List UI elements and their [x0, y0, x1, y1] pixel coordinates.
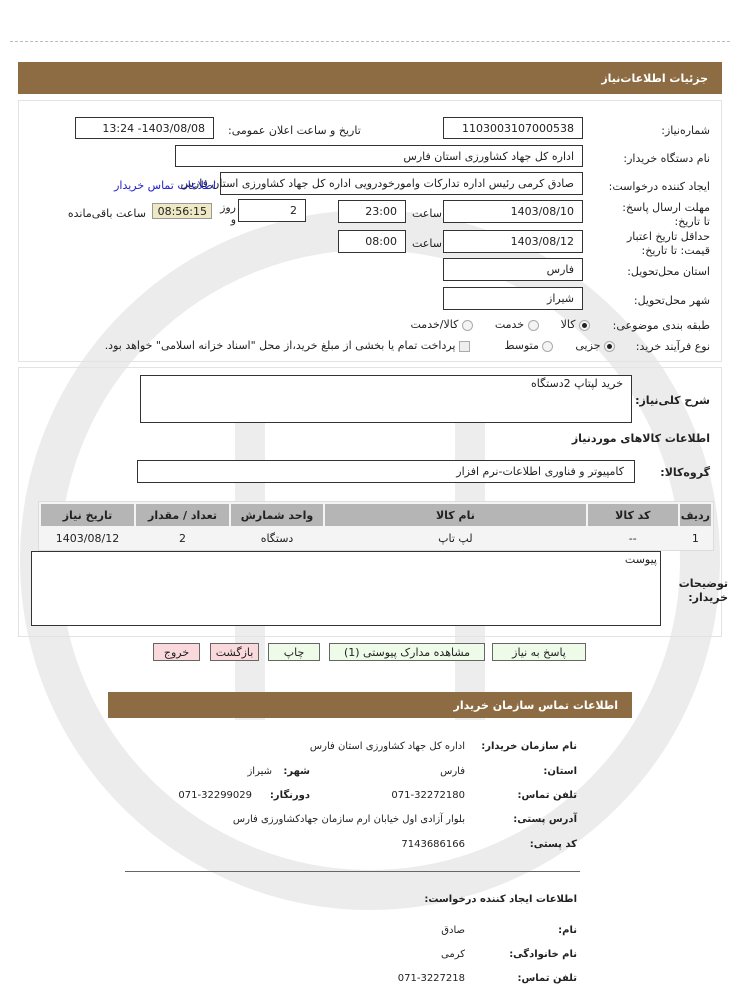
creator-phone-value: 071-3227218 — [397, 973, 465, 984]
creator-phone-label: تلفن تماس: — [517, 973, 577, 984]
province-label: استان محل‌تحویل: — [627, 265, 710, 278]
buyer-label: نام دستگاه خریدار: — [623, 152, 710, 165]
page-header — [18, 62, 722, 94]
phone-label: تلفن تماس: — [517, 790, 577, 801]
category-option-both[interactable]: کالا/خدمت — [411, 318, 473, 331]
deadline-date-field: 1403/08/10 — [443, 200, 583, 223]
back-button[interactable]: بازگشت — [210, 643, 259, 661]
days-remaining-field: 2 — [238, 199, 306, 222]
page-title: جزئیات اطلاعات‌نیاز — [601, 71, 708, 85]
divider — [10, 41, 730, 42]
announce-label: تاریخ و ساعت اعلان عمومی: — [228, 124, 361, 137]
validity-date-field: 1403/08/12 — [443, 230, 583, 253]
radio-service[interactable] — [528, 320, 539, 331]
fax-label: دورنگار: — [269, 790, 310, 801]
announce-field: 1403/08/08- 13:24 — [75, 117, 214, 139]
cell-date: 1403/08/12 — [55, 531, 120, 545]
table-header-row — [41, 504, 711, 526]
process-option-medium[interactable]: متوسط — [504, 339, 553, 352]
notes-field: پیوست — [31, 551, 661, 626]
process-option-partial[interactable]: جزیی — [575, 339, 615, 352]
col-unit: واحد شمارش — [231, 504, 323, 526]
family-value: کرمی — [441, 949, 465, 960]
province-contact-value: فارس — [440, 766, 465, 777]
treasury-checkbox-row[interactable]: پرداخت تمام یا بخشی از مبلغ خرید،از محل "اسناد خزانه اسلامی" خواهد بود. — [105, 339, 470, 352]
radio-goods[interactable] — [579, 320, 590, 331]
remaining-label: ساعت باقی‌مانده — [67, 207, 146, 220]
province-field: فارس — [443, 258, 583, 281]
creator-heading: اطلاعات ایجاد کننده درخواست: — [424, 894, 577, 905]
need-number-label: شماره‌نیاز: — [661, 124, 710, 137]
contact-divider — [125, 871, 580, 872]
exit-button[interactable]: خروج — [153, 643, 200, 661]
city-contact-label: شهر: — [283, 766, 310, 777]
remaining-time-field: 08:56:15 — [152, 203, 212, 219]
goods-table-wrapper — [38, 501, 714, 551]
treasury-checkbox[interactable] — [459, 341, 470, 352]
print-button[interactable]: چاپ — [268, 643, 320, 661]
deadline-time-field: 23:00 — [338, 200, 406, 223]
buyer-field: اداره کل جهاد کشاورزی استان فارس — [175, 145, 583, 167]
radio-both[interactable] — [462, 320, 473, 331]
notes-label: توضیحات خریدار: — [678, 577, 728, 604]
province-contact-label: استان: — [543, 766, 577, 777]
category-option-service[interactable]: خدمت — [495, 318, 539, 331]
description-label: شرح کلی‌نیاز: — [635, 394, 710, 407]
phone-value: 071-32272180 — [391, 790, 465, 801]
process-label: نوع فرآیند خرید: — [635, 340, 710, 353]
radio-partial[interactable] — [604, 341, 615, 352]
cell-name: لپ تاپ — [438, 531, 473, 545]
radio-medium[interactable] — [542, 341, 553, 352]
goods-heading: اطلاعات کالاهای موردنیاز — [571, 432, 710, 445]
contact-header — [108, 692, 632, 718]
validity-time-field: 08:00 — [338, 230, 406, 253]
group-label: گروه‌کالا: — [660, 466, 710, 479]
city-label: شهر محل‌تحویل: — [633, 294, 710, 307]
group-field: کامپیوتر و فناوری اطلاعات-نرم افزار — [137, 460, 635, 483]
reply-button[interactable]: پاسخ به نیاز — [492, 643, 586, 661]
family-label: نام خانوادگی: — [509, 949, 577, 960]
table-row — [41, 528, 711, 548]
deadline-time-label: ساعت — [412, 207, 442, 220]
col-qty: تعداد / مقدار — [136, 504, 229, 526]
validity-label: حداقل تاریخ اعتبار قیمت: تا تاریخ: — [626, 230, 710, 257]
postal-label: کد پستی: — [529, 839, 577, 850]
org-label: نام سازمان خریدار: — [481, 741, 577, 752]
need-number-field: 1103003107000538 — [443, 117, 583, 139]
requester-label: ایجاد کننده درخواست: — [608, 180, 710, 193]
days-label: روز و — [220, 201, 236, 226]
address-value: بلوار آزادی اول خیابان ارم سازمان جهادکشاورزی فارس — [232, 814, 465, 825]
fax-value: 071-32299029 — [178, 790, 252, 801]
category-option-goods[interactable]: کالا — [561, 318, 590, 331]
address-label: آدرس پستی: — [513, 814, 577, 825]
description-field: خرید لپتاپ 2دستگاه — [140, 375, 632, 423]
col-code: کد کالا — [588, 504, 678, 526]
cell-qty: 2 — [179, 531, 186, 545]
name-value: صادق — [441, 925, 465, 936]
buyer-contact-link[interactable]: اطلاعات تماس خریدار — [114, 179, 216, 192]
name-label: نام: — [558, 925, 577, 936]
cell-code: -- — [628, 531, 637, 545]
city-field: شیراز — [443, 287, 583, 310]
deadline-label: مهلت ارسال پاسخ: تا تاریخ: — [622, 201, 710, 228]
contact-title: اطلاعات تماس سازمان خریدار — [453, 698, 618, 712]
col-name: نام کالا — [325, 504, 586, 526]
category-label: طبقه بندی موضوعی: — [612, 319, 710, 332]
requester-field: صادق کرمی رئیس اداره تدارکات وامورخودرویی اداره کل جهاد کشاورزی استان فارس — [220, 172, 583, 195]
attachments-button[interactable]: مشاهده مدارک پیوستی (1) — [329, 643, 485, 661]
cell-row: 1 — [691, 531, 699, 545]
postal-value: 7143686166 — [401, 839, 465, 850]
col-row: ردیف — [680, 504, 711, 526]
city-contact-value: شیراز — [247, 766, 272, 777]
org-value: اداره کل جهاد کشاورزی استان فارس — [309, 741, 465, 752]
col-date: تاریخ نیاز — [41, 504, 134, 526]
goods-table — [39, 502, 713, 550]
cell-unit: دستگاه — [260, 531, 294, 545]
validity-time-label: ساعت — [412, 237, 442, 250]
